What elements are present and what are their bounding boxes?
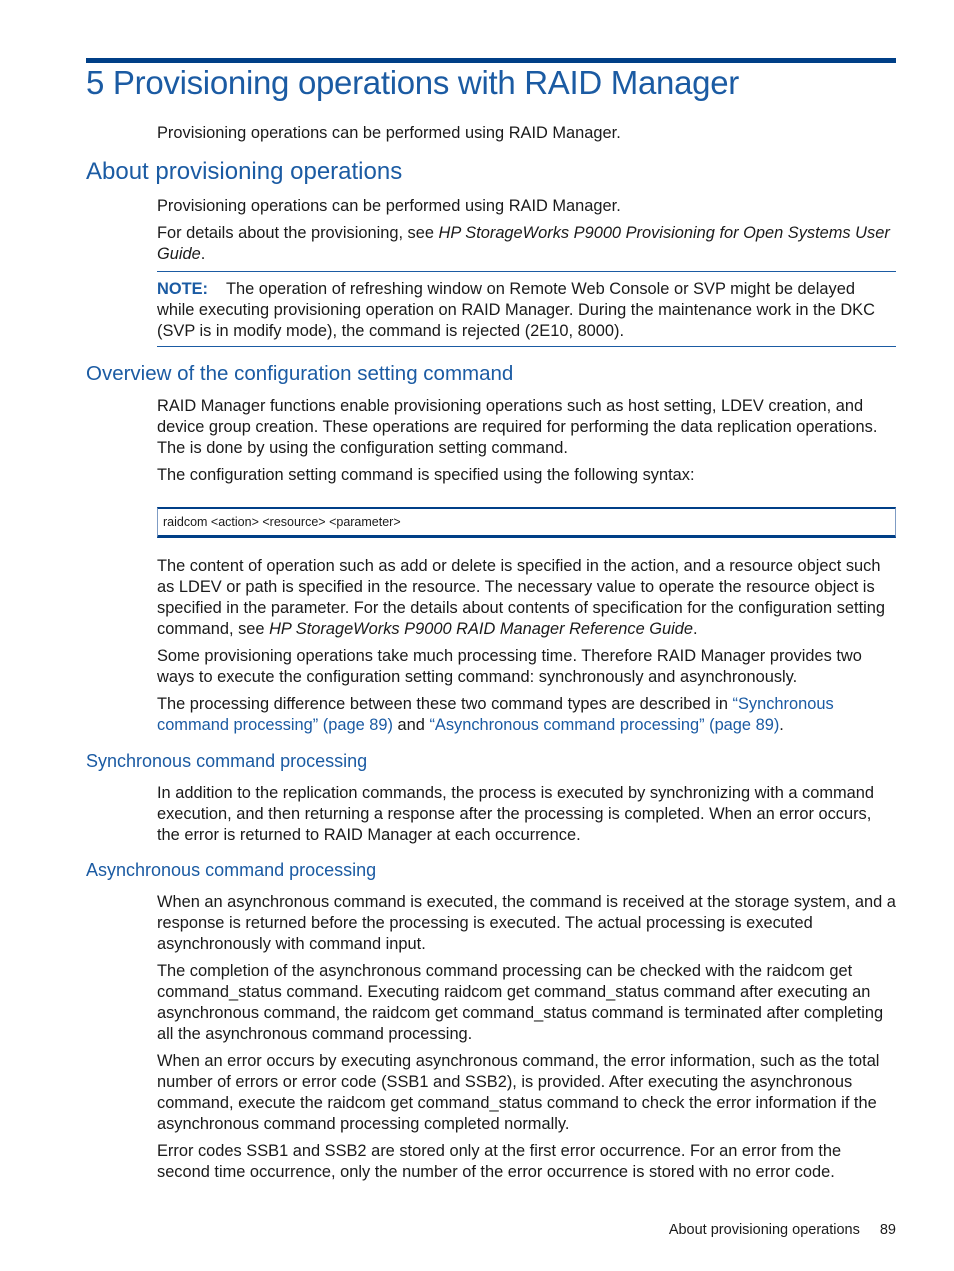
about-paragraph-2 — [157, 223, 897, 265]
overview-p5-mid: and — [392, 716, 430, 734]
overview-p3-guide-title: HP StorageWorks P9000 RAID Manager Reference Guide — [269, 620, 693, 638]
sync-body — [157, 783, 897, 846]
note-label: NOTE: — [157, 280, 208, 298]
note-text: The operation of refreshing window on Remote Web Console or SVP might be delayed while executing provisioning operation on RAID Manager. During the maintenance work in the DKC (SVP is in modify mode), the command is rejected (2E10, 8000). — [157, 280, 875, 340]
link-synchronous-processing[interactable]: “Synchronous command processing” (page 89) — [157, 695, 834, 734]
overview-paragraph-2: The configuration setting command is specified using the following syntax: — [157, 466, 695, 484]
overview-p5-prefix: The processing difference between these two command types are described in — [157, 695, 733, 713]
chapter-title: 5 Provisioning operations with RAID Manager — [86, 64, 739, 101]
overview-paragraph-5 — [157, 694, 897, 736]
overview-paragraph-4: Some provisioning operations take much processing time. Therefore RAID Manager provides two ways to execute the configuration setting command: synchronously and asynchronously. — [157, 647, 862, 686]
overview-p3-prefix: The content of operation such as add or delete is specified in the action, and a resource object such as LDEV or path is specified in the resource. The necessary value to operate the resource object is specified in the parameter. For the details about contents of specification for the configuration setting command, see — [157, 557, 885, 638]
link-asynchronous-processing[interactable]: “Asynchronous command processing” (page 89) — [429, 716, 780, 734]
async-paragraph-2: The completion of the asynchronous command processing can be checked with the raidcom get command_status command. Executing raidcom get command_status command after executing an asynchronous command, the raidcom get command_status command is terminated after completing all the asynchronous command processing. — [157, 962, 884, 1043]
footer-page-number: 89 — [879, 1222, 896, 1238]
async-heading: Asynchronous command processing — [86, 860, 377, 880]
sync-paragraph-1: In addition to the replication commands, the process is executed by synchronizing with a command execution, and then returning a response after the processing is completed. When an error occurs, the error is returned to RAID Manager at each occurrence. — [157, 784, 875, 844]
chapter-top-rule — [86, 58, 896, 63]
overview-p3-suffix: . — [693, 620, 698, 638]
async-body — [157, 892, 897, 1183]
async-paragraph-1: When an asynchronous command is executed, the command is received at the storage system, and a response is returned before the processing is executed. The actual processing is executed asynchronously with command input. — [157, 893, 896, 953]
about-paragraph-1: Provisioning operations can be performed using RAID Manager. — [157, 197, 621, 215]
sync-heading: Synchronous command processing — [86, 751, 368, 771]
page-footer — [600, 1222, 896, 1238]
async-paragraph-4: Error codes SSB1 and SSB2 are stored only at the first error occurrence. For an error from the second time occurrence, only the number of the error occurrence is stored with no error code. — [157, 1142, 842, 1181]
about-p2-suffix: . — [200, 245, 206, 263]
footer-section-title: About provisioning operations — [668, 1222, 860, 1238]
about-body — [157, 196, 897, 265]
about-p2-guide-title: HP StorageWorks P9000 Provisioning for Open Systems User Guide — [157, 224, 890, 263]
overview-p5-suffix: . — [779, 716, 784, 734]
about-p2-prefix: For details about the provisioning, see — [157, 224, 439, 242]
syntax-code-box: raidcom <action> <resource> <parameter> — [157, 507, 896, 538]
chapter-intro-text: Provisioning operations can be performed using RAID Manager. — [157, 124, 621, 142]
note-box — [157, 271, 896, 347]
async-paragraph-3: When an error occurs by executing asynchronous command, the error information, such as the total number of errors or error code (SSB1 and SSB2), is provided. After executing the asynchronous command, execute the raidcom get command_status command to check the error information if the asynchronous command processing completed normally. — [157, 1052, 880, 1133]
overview-body-top — [157, 396, 897, 486]
overview-heading: Overview of the configuration setting command — [86, 362, 514, 385]
about-heading: About provisioning operations — [86, 158, 403, 185]
overview-paragraph-1: RAID Manager functions enable provisioning operations such as host setting, LDEV creation, and device group creation. These operations are required for performing the data replication operations. The is done by using the configuration setting command. — [157, 397, 878, 457]
overview-paragraph-3 — [157, 556, 897, 640]
overview-body-bottom — [157, 556, 897, 736]
chapter-intro — [157, 123, 897, 144]
